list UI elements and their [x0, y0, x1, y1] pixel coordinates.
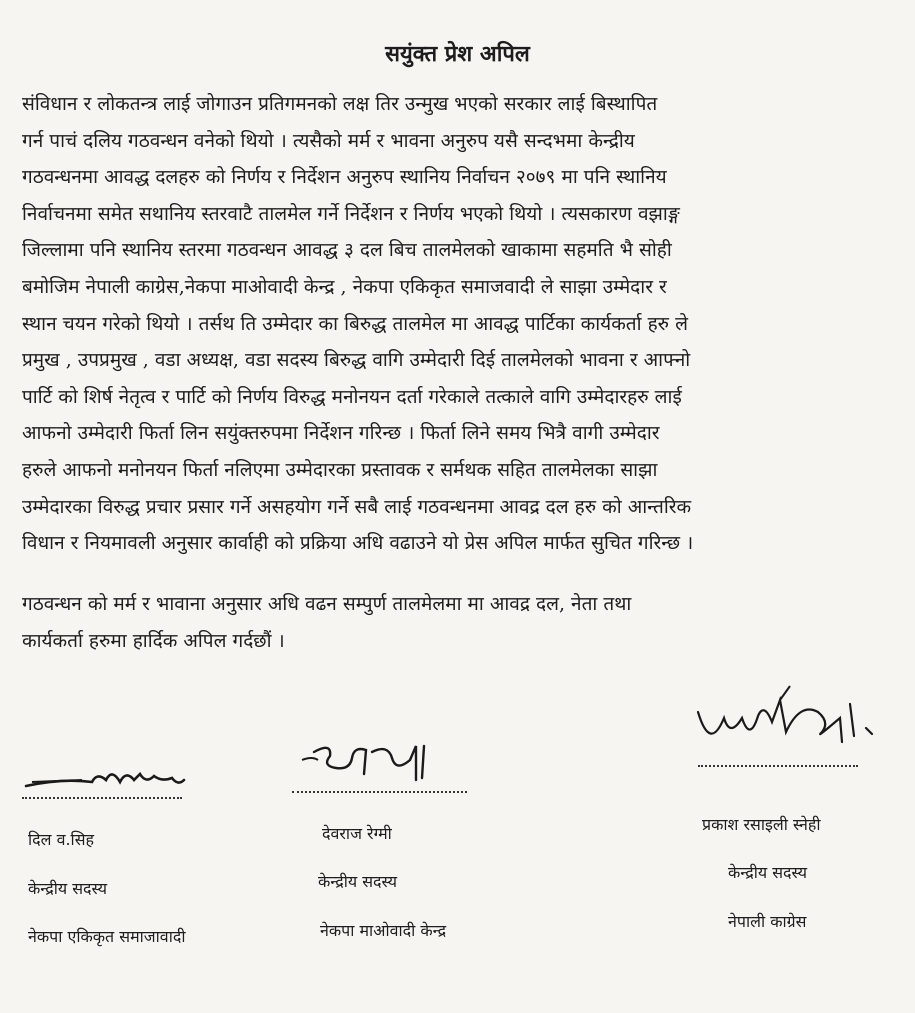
body-line: गठवन्धनमा आवद्ध दलहरु को निर्णय र निर्देशन अनुरुप स्थानिय निर्वाचन २०७९ मा पनि स्थानिय [22, 166, 667, 189]
handwritten-signature-2 [292, 738, 472, 786]
body-line: हरुले आफनो मनोनयन फिर्ता नलिएमा उम्मेदारका प्रस्तावक र सर्मथक सहित तालमेलका साझा [22, 458, 658, 481]
body-line: गर्न पाचं दलिय गठवन्धन वनेको थियो । त्यसैको मर्म र भावना अनुरुप यसै सन्दभमा केन्द्रीय [22, 129, 635, 152]
signatory-2-position: केन्द्रीय सदस्य [318, 872, 398, 891]
signatory-3-party: नेपाली काग्रेस [728, 912, 807, 931]
signatory-3-name: प्रकाश रसाइली स्नेही [702, 815, 821, 834]
signatory-3-position: केन्द्रीय सदस्य [728, 863, 808, 882]
body-line: उम्मेदारका विरुद्ध प्रचार प्रसार गर्ने असहयोग गर्ने सबै लाई गठवन्धनमा आवद्र दल हरु को आन्तरिक [22, 495, 692, 518]
body-line: विधान र नियमावली अनुसार कार्वाही को प्रक्रिया अधि वढाउने यो प्रेस अपिल मार्फत सुचित गरिन्छ । [22, 532, 694, 555]
body-line: बमोजिम नेपाली काग्रेस,नेकपा माओवादी केन्द्र , नेकपा एकिकृत समाजवादी ले साझा उम्मेदार र [22, 275, 667, 298]
appeal-body [22, 86, 892, 562]
body-line: आफनो उम्मेदारी फिर्ता लिन सयुंक्तरुपमा निर्देशन गरिन्छ । फिर्ता लिने समय भित्रै वागी उम्मेदार [22, 422, 660, 445]
body-line: पार्टि को शिर्ष नेतृत्व र पार्टि को निर्णय विरुद्ध मनोनयन दर्ता गरेकाले तत्काले वागि उम्मेदारहरु लाई [22, 385, 682, 408]
body-line: जिल्लामा पनि स्थानिय स्तरमा गठवन्धन आवद्ध ३ दल बिच तालमेलको खाकामा सहमति भै सोही [22, 239, 672, 262]
signatory-1-name: दिल व.सिह [28, 830, 95, 849]
signatory-2-name: देवराज रेग्मी [322, 824, 392, 843]
handwritten-signature-3 [690, 682, 890, 762]
signature-block-2 [292, 738, 472, 793]
signatory-1-party: नेकपा एकिकृत समाजावादी [28, 927, 186, 946]
body-line: निर्वाचनमा समेत सथानिय स्तरवाटै तालमेल गर्ने निर्देशन र निर्णय भएको थियो । त्यसकारण वझाङ्ग [22, 202, 680, 225]
body-line: स्थान चयन गरेको थियो । तर्सथ ति उम्मेदार का बिरुद्ध तालमेल मा आवद्ध पार्टिका कार्यकर्ता हरु ले [22, 312, 688, 335]
signatory-1-position: केन्द्रीय सदस्य [28, 879, 108, 898]
signatory-2-party: नेकपा माओवादी केन्द्र [320, 921, 447, 940]
handwritten-signature-1 [22, 760, 187, 794]
closing-paragraph [22, 586, 892, 659]
body-line: प्रमुख , उपप्रमुख , वडा अध्यक्ष, वडा सदस्य बिरुद्ध वागि उम्मेदारी दिई तालमेलको भावना र आफ्नो [22, 349, 691, 372]
signature-block-1 [22, 760, 187, 799]
document-title: सयुंक्त प्रेश अपिल [385, 41, 530, 67]
closing-line: कार्यकर्ता हरुमा हार्दिक अपिल गर्दछौं । [22, 629, 285, 652]
closing-line: गठवन्धन को मर्म र भावाना अनुसार अधि वढन सम्पुर्ण तालमेलमा मा आवद्र दल, नेता तथा [22, 593, 632, 615]
body-line: संविधान र लोकतन्त्र लाई जोगाउन प्रतिगमनको लक्ष तिर उन्मुख भएको सरकार लाई बिस्थापित [22, 93, 658, 115]
signature-block-3 [690, 682, 890, 767]
